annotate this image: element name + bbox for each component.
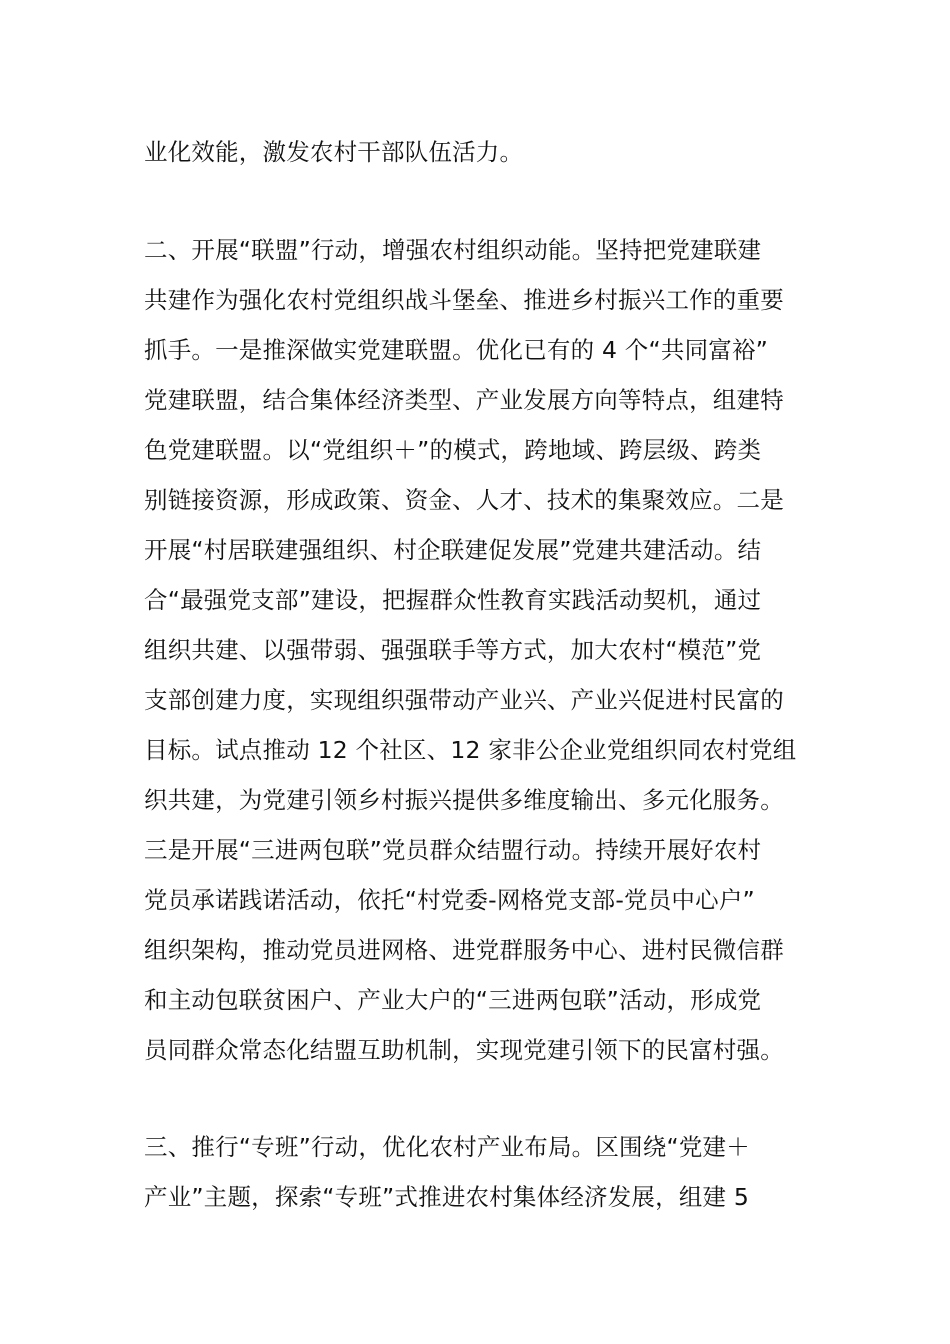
paragraph-2-line-15: 组织架构，推动党员进网格、进党群服务中心、进村民微信群 — [144, 936, 784, 964]
paragraph-2-line-14: 党员承诺践诺活动，依托“村党委-网格党支部-党员中心户” — [144, 886, 755, 914]
paragraph-2-line-5: 色党建联盟。以“党组织＋”的模式，跨地域、跨层级、跨类 — [144, 436, 762, 464]
paragraph-2-line-10: 支部创建力度，实现组织强带动产业兴、产业兴促进村民富的 — [144, 686, 784, 714]
paragraph-2-line-13: 三是开展“三进两包联”党员群众结盟行动。持续开展好农村 — [144, 836, 762, 864]
paragraph-2-line-4: 党建联盟，结合集体经济类型、产业发展方向等特点，组建特 — [144, 386, 784, 414]
paragraph-2-line-3: 抓手。一是推深做实党建联盟。优化已有的 4 个“共同富裕” — [144, 336, 769, 364]
paragraph-1-line-1: 业化效能，激发农村干部队伍活力。 — [144, 138, 524, 166]
paragraph-2-line-11: 目标。试点推动 12 个社区、12 家非公企业党组织同农村党组 — [144, 736, 797, 764]
paragraph-2-line-7: 开展“村居联建强组织、村企联建促发展”党建共建活动。结 — [144, 536, 762, 564]
paragraph-2-line-1: 二、开展“联盟”行动，增强农村组织动能。坚持把党建联建 — [144, 236, 762, 264]
paragraph-2-line-12: 织共建，为党建引领乡村振兴提供多维度输出、多元化服务。 — [144, 786, 784, 814]
paragraph-2-line-2: 共建作为强化农村党组织战斗堡垒、推进乡村振兴工作的重要 — [144, 286, 784, 314]
paragraph-2-line-6: 别链接资源，形成政策、资金、人才、技术的集聚效应。二是 — [144, 486, 784, 514]
paragraph-2-line-16: 和主动包联贫困户、产业大户的“三进两包联”活动，形成党 — [144, 986, 762, 1014]
paragraph-2-line-17: 员同群众常态化结盟互助机制，实现党建引领下的民富村强。 — [144, 1036, 784, 1064]
paragraph-2-line-9: 组织共建、以强带弱、强强联手等方式，加大农村“模范”党 — [144, 636, 762, 664]
paragraph-2-line-8: 合“最强党支部”建设，把握群众性教育实践活动契机，通过 — [144, 586, 762, 614]
paragraph-3-line-1: 三、推行“专班”行动，优化农村产业布局。区围绕“党建＋ — [144, 1133, 750, 1161]
paragraph-3-line-2: 产业”主题，探索“专班”式推进农村集体经济发展，组建 5 — [144, 1183, 750, 1211]
